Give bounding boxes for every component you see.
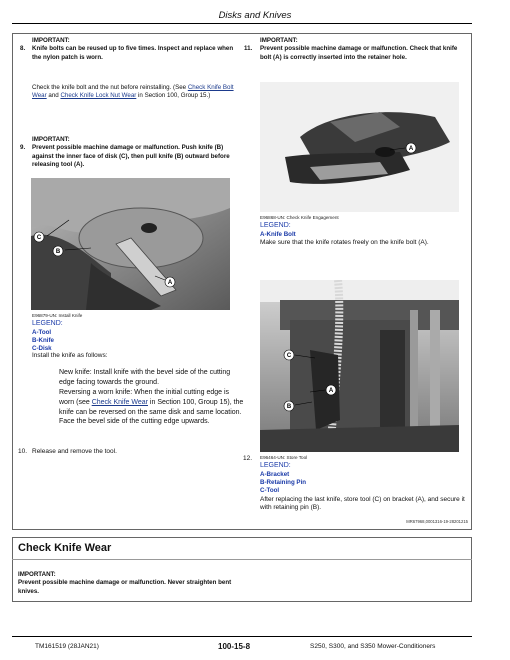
step-number: 8.: [20, 45, 26, 53]
step-10: [18, 448, 232, 457]
step-number: 10.: [18, 448, 28, 455]
callout-a-label: A: [328, 388, 334, 395]
step-text: Prevent possible machine damage or malfunction. Push knife (B) against the inner face of disk (C), then pull knife (B) outward before releasing tool (A).: [32, 144, 230, 169]
legend-item-knife-bolt: A-Knife Bolt: [260, 230, 296, 238]
figure-2-caption-block: [260, 215, 470, 248]
install-knife-photo: [31, 178, 230, 310]
callout-b-label: B: [286, 404, 292, 411]
section-title: Check Knife Wear: [18, 542, 112, 554]
footer-doc-id: TM161519 (28JAN21): [35, 643, 99, 650]
important-label: IMPORTANT:: [32, 37, 70, 44]
callout-c-label: C: [286, 353, 292, 360]
knife-engagement-illustration: [260, 82, 459, 212]
step-12: [243, 455, 470, 513]
install-knife-illustration: [31, 178, 230, 310]
important-text: Prevent possible machine damage or malfunction. Never straighten bent knives.: [18, 579, 232, 595]
link-check-knife-wear[interactable]: Check Knife Wear: [91, 398, 148, 406]
legend-item-tool: A-Tool: [32, 328, 52, 336]
legend-title: LEGEND:: [260, 222, 291, 230]
callout-a-label: A: [408, 146, 414, 153]
figure-caption: E96868-UN: Check Knife Engagement: [260, 215, 339, 220]
worn-text-post: in Section 100, Group 15), the knife can be reversed on the same disk and same location. Face the bevel side of the cutting edge upwards.: [59, 398, 244, 426]
store-tool-illustration: [260, 280, 459, 452]
figure-2-text: Make sure that the knife rotates freely on the knife bolt (A).: [260, 238, 429, 246]
header-rule: [12, 23, 472, 24]
step-text: After replacing the last knife, store tool (C) on bracket (A), and secure it with retaining pin (B).: [260, 495, 465, 512]
new-knife-text: New knife: Install knife with the bevel side of the cutting edge facing towards the ground.: [59, 369, 231, 386]
legend-item-knife: B-Knife: [32, 336, 54, 344]
worn-knife-text: [59, 388, 244, 427]
legend-item-bracket: A-Bracket: [260, 470, 290, 478]
footer-rule: [12, 636, 472, 637]
callout-a: [326, 385, 336, 395]
bolt-check-note: [32, 84, 244, 101]
callout-b: [53, 246, 63, 256]
legend-item-tool: C-Tool: [260, 487, 280, 495]
page-header-title: Disks and Knives: [218, 10, 292, 21]
callout-a: [165, 277, 175, 287]
legend-title: LEGEND:: [260, 462, 291, 470]
step-text: Release and remove the tool.: [32, 448, 117, 455]
step-text: Prevent possible machine damage or malfunction. Check that knife bolt (A) is correctly inserted into the retainer hole.: [260, 45, 458, 61]
important-label: IMPORTANT:: [260, 37, 298, 44]
worn-text-pre: Reversing a worn knife: When the initial cutting edge is worn (see: [59, 389, 230, 406]
callout-b: [284, 401, 294, 411]
install-instruction: Install the knife as follows:: [32, 352, 108, 359]
link-check-knife-bolt-wear[interactable]: Check Knife Bolt Wear: [32, 84, 234, 100]
link-check-knife-lock-nut-wear[interactable]: Check Knife Lock Nut Wear: [60, 92, 137, 100]
section-rule: [12, 559, 472, 560]
knife-engagement-photo: [260, 82, 459, 212]
footer-product-name: S250, S300, and S350 Mower-Conditioners: [310, 643, 436, 650]
figure-caption: E96464-UN: Store Tool: [260, 455, 308, 460]
callout-c: [34, 232, 44, 242]
step-number: 9.: [20, 144, 26, 152]
legend-item-retaining-pin: B-Retaining Pin: [260, 478, 307, 486]
callout-a: [406, 143, 416, 153]
figure-caption: E96879-UN: Install Knife: [32, 313, 83, 318]
important-label: IMPORTANT:: [32, 136, 70, 143]
store-tool-photo: [260, 280, 459, 452]
note-text-mid: and: [46, 92, 61, 100]
legend-item-disk: C-Disk: [32, 345, 52, 353]
figure-1-caption-block: [32, 313, 232, 354]
callout-c-label: C: [36, 235, 42, 242]
callout-a-label: A: [167, 280, 173, 287]
step-number: 11.: [244, 45, 253, 53]
important-label: IMPORTANT:: [18, 571, 56, 578]
note-text-pre: Check the knife bolt and the nut before reinstalling. (See: [32, 84, 188, 91]
step-number: 12.: [243, 455, 253, 462]
step-8: [20, 37, 244, 62]
callout-c: [284, 350, 294, 360]
note-text-post: in Section 100, Group 15.): [136, 92, 211, 100]
step-11: [244, 37, 470, 62]
document-reference-code: MR67968,0001316-19-28201215: [406, 519, 468, 524]
footer-page-number: 100-15-8: [218, 642, 251, 651]
step-text: Knife bolts can be reused up to five times. Inspect and replace when the nylon patch is worn.: [32, 45, 234, 61]
legend-title: LEGEND:: [32, 320, 63, 328]
step-9: [20, 136, 244, 169]
check-knife-wear-important: [18, 571, 248, 596]
callout-b-label: B: [55, 249, 61, 256]
